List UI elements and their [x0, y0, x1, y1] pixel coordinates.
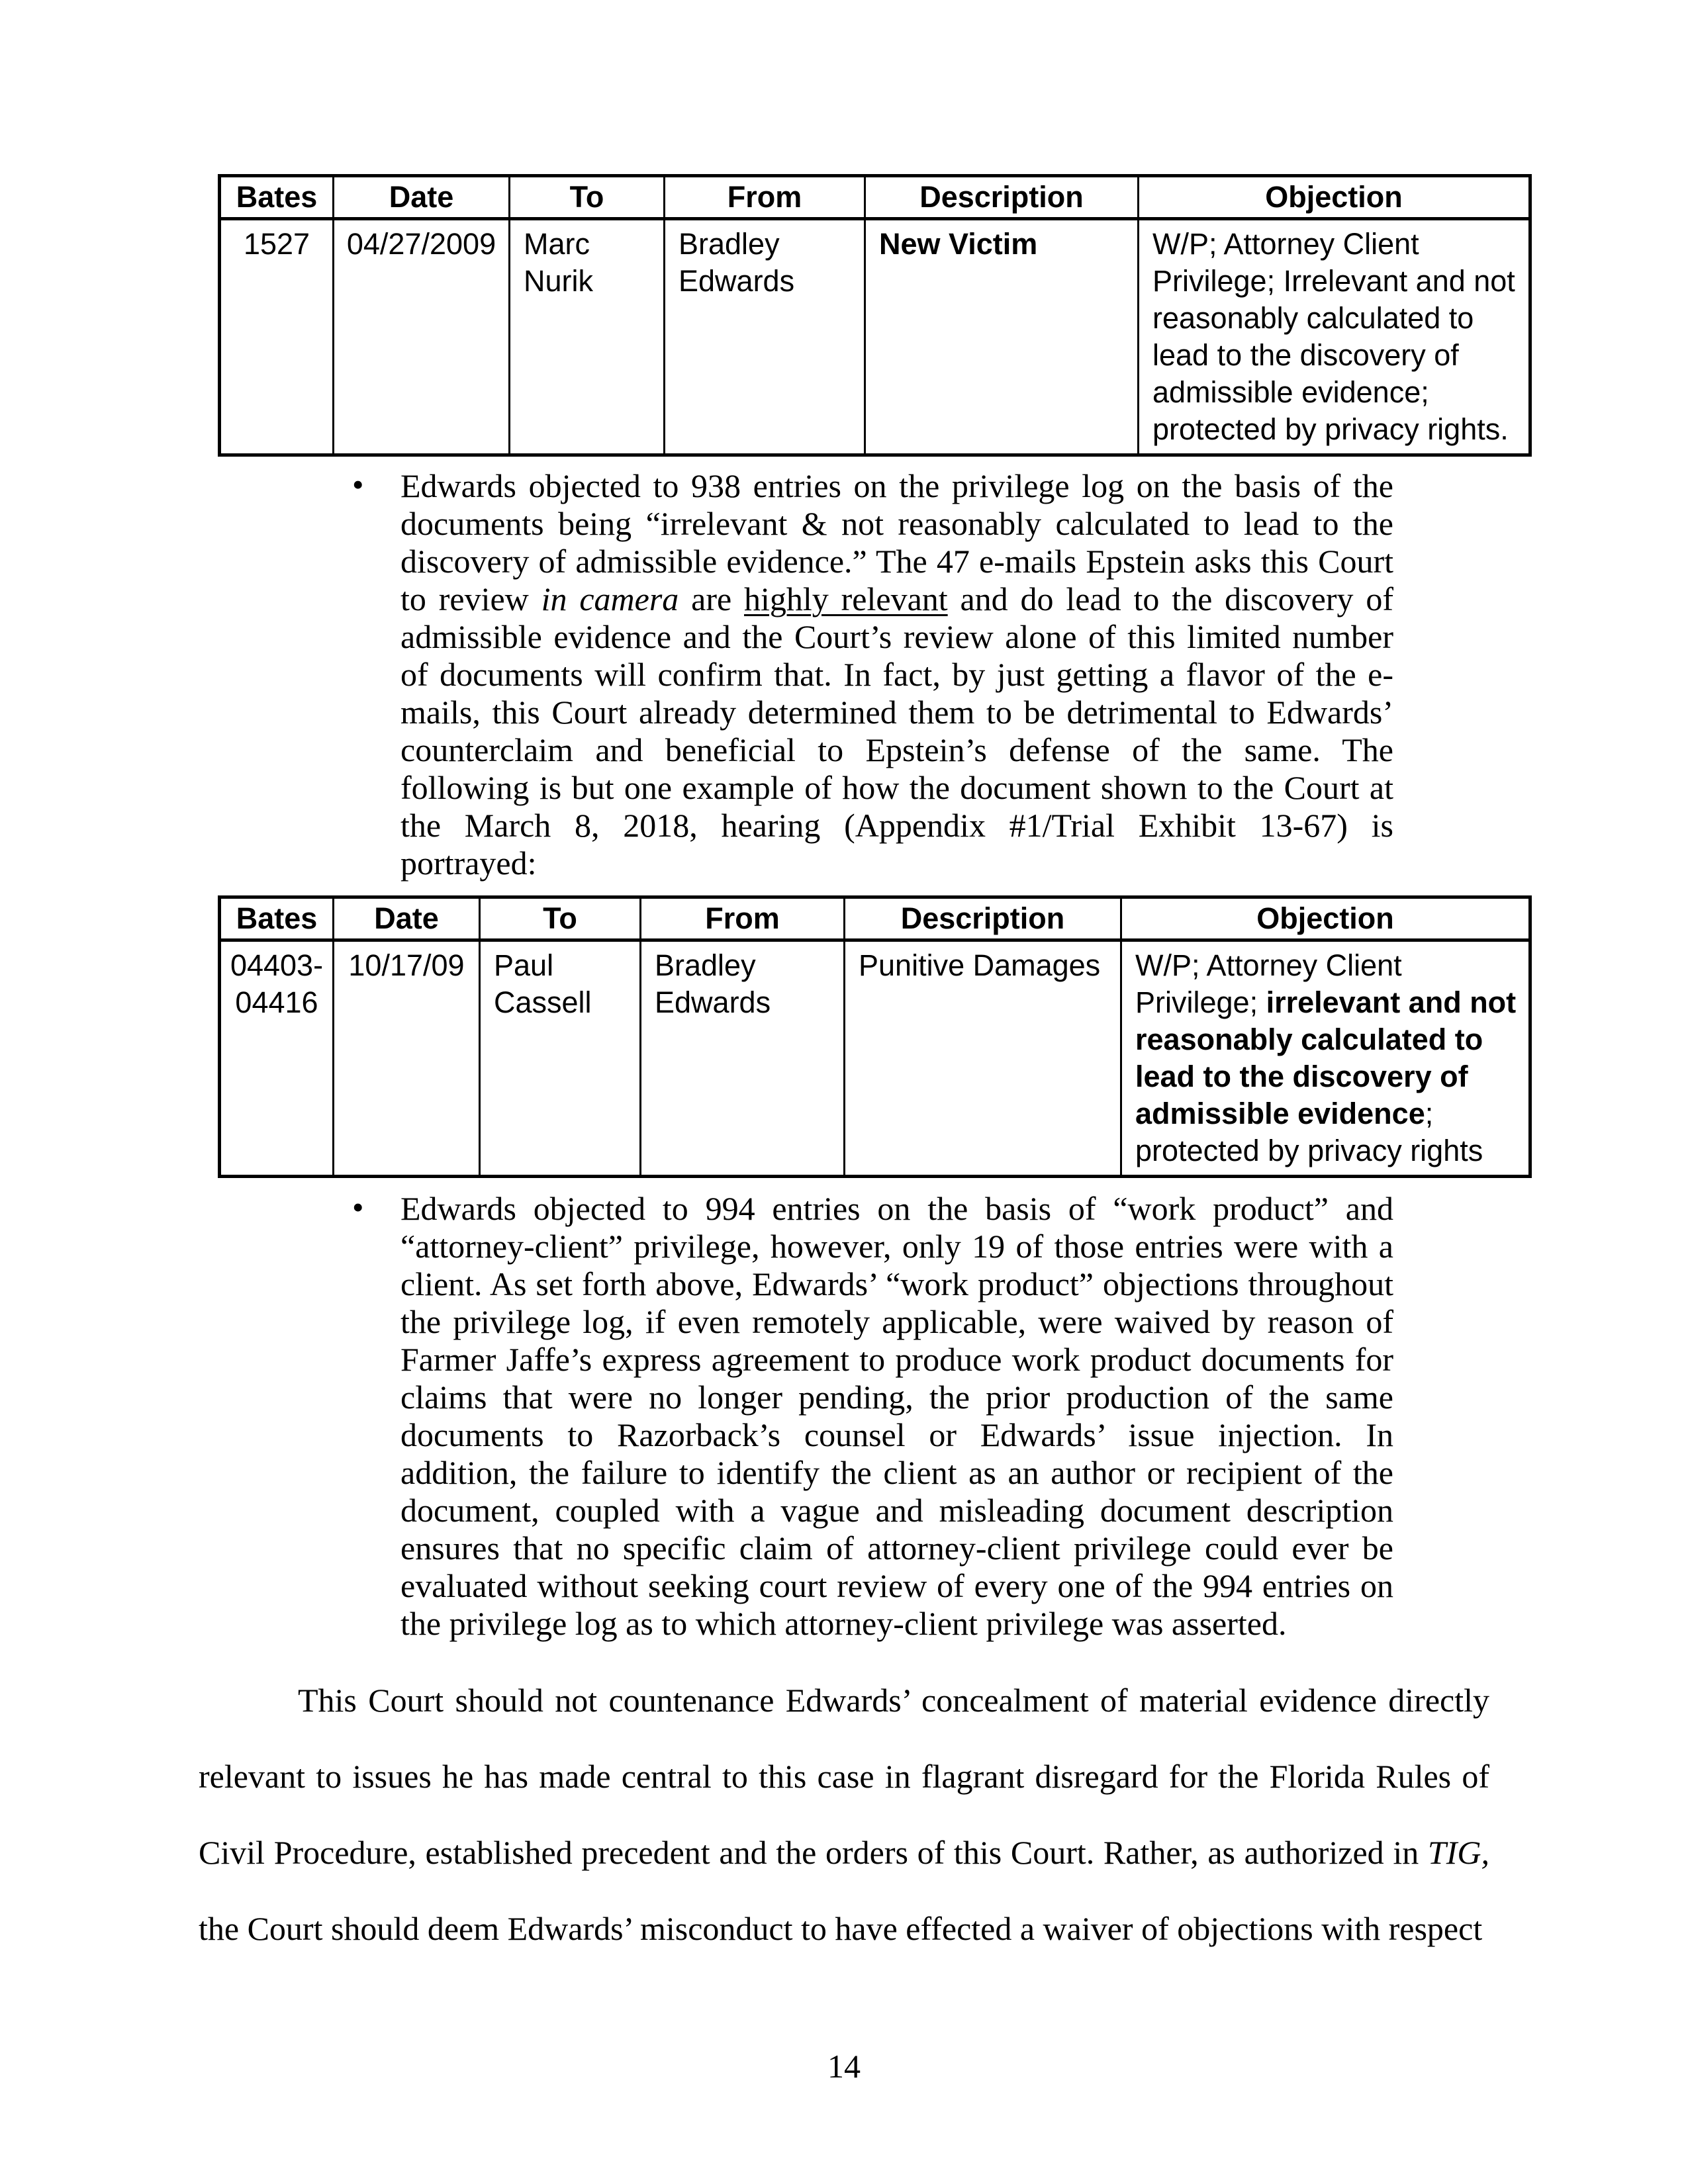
bullet-1-text-run-1: Edwards objected to 938 entries on the privilege log on the basis of the documents being “irrelevant & not reasonably calculated to lead to the discovery of admissible evidence.” The 47 e-mails Epstein asks this Court to review [400, 467, 1393, 617]
table1-header-bates: Bates [220, 176, 334, 219]
table2-cell-from: Bradley Edwards [641, 940, 845, 1177]
closing-paragraph-run-2: the Court should deem Edwards’ misconduct to have effected a waiver of objections with respect [199, 1910, 1483, 1947]
closing-paragraph-italic-tig: TIG, [1427, 1834, 1489, 1871]
table1-header-row [220, 176, 1530, 219]
table1-cell-date: 04/27/2009 [334, 219, 510, 455]
table1-header-from: From [665, 176, 865, 219]
table2-header-from: From [641, 897, 845, 940]
table2-objection-run-2: ; protected by privacy rights [1135, 1097, 1483, 1167]
table1-header-to: To [510, 176, 665, 219]
table2-header-bates: Bates [220, 897, 334, 940]
table2-header-date: Date [334, 897, 480, 940]
table1-cell-bates: 1527 [220, 219, 334, 455]
table2-header-objection: Objection [1121, 897, 1530, 940]
bullet-item-1 [352, 467, 1393, 882]
table1-cell-to: Marc Nurik [510, 219, 665, 455]
bullet-item-2 [352, 1190, 1393, 1643]
privilege-log-table-1 [218, 174, 1532, 457]
bullet-1-text-run-2: are [679, 580, 745, 617]
table2-cell-date: 10/17/09 [334, 940, 480, 1177]
table2-cell-description: Punitive Damages [845, 940, 1121, 1177]
page-number: 14 [827, 2048, 861, 2085]
table2-objection-bold: irrelevant and not reasonably calculated to lead to the discovery of admissible evidence [1135, 985, 1517, 1130]
table1-header-date: Date [334, 176, 510, 219]
bullet-2-text: Edwards objected to 994 entries on the basis of “work product” and “attorney-client” privilege, however, only 19 of those entries were with a client. As set forth above, Edwards’ “work product” objections throughout the privilege log, if even remotely applicable, were waived by reason of Farmer Jaffe’s express agreement to produce work product documents for claims that were no longer pending, the prior production of the same documents to Razorback’s counsel or Edwards’ issue injection. In addition, the failure to identify the client as an author or recipient of the document, coupled with a vague and misleading document description ensures that no specific claim of attorney-client privilege could ever be evaluated without seeking court review of every one of the 994 entries on the privilege log as to which attorney-client privilege was asserted. [400, 1190, 1393, 1642]
bullet-1-italic-in-camera: in camera [541, 580, 679, 617]
table2-header-row [220, 897, 1530, 940]
bullet-1-text [400, 467, 1393, 882]
privilege-log-table-2 [218, 895, 1532, 1178]
bullet-1-text-run-3: and do lead to the discovery of admissible evidence and the Court’s review alone of this limited number of documents will confirm that. In fact, by just getting a flavor of the e-mails, this Court already determined them to be detrimental to Edwards’ counterclaim and beneficial to Epstein’s defense of the same. The following is but one example of how the document shown to the Court at the March 8, 2018, hearing (Appendix #1/Trial Exhibit 13-67) is portrayed: [400, 580, 1393, 882]
table1-cell-objection: W/P; Attorney Client Privilege; Irrelevant and not reasonably calculated to lead to the discovery of admissible evidence; protected by privacy rights. [1139, 219, 1530, 455]
table2-cell-objection [1121, 940, 1530, 1177]
table1-header-description: Description [865, 176, 1139, 219]
table2-cell-to: Paul Cassell [480, 940, 641, 1177]
closing-paragraph-run-1: This Court should not countenance Edwards’ concealment of material evidence directly relevant to issues he has made central to this case in flagrant disregard for the Florida Rules of Civil Procedure, established precedent and the orders of this Court. Rather, as authorized in [199, 1682, 1489, 1871]
bullet-icon: • [352, 1189, 364, 1226]
table-row [220, 219, 1530, 455]
closing-paragraph [199, 1662, 1489, 1967]
table2-objection-run-1: W/P; Attorney Client Privilege; [1135, 948, 1402, 1019]
table1-cell-description: New Victim [865, 219, 1139, 455]
table-row [220, 940, 1530, 1177]
table1-header-objection: Objection [1139, 176, 1530, 219]
table1-cell-from: Bradley Edwards [665, 219, 865, 455]
table2-header-description: Description [845, 897, 1121, 940]
bullet-icon: • [352, 466, 364, 503]
table2-cell-bates: 04403-04416 [220, 940, 334, 1177]
bullet-1-underline-highly-relevant: highly relevant [744, 580, 948, 617]
table2-header-to: To [480, 897, 641, 940]
